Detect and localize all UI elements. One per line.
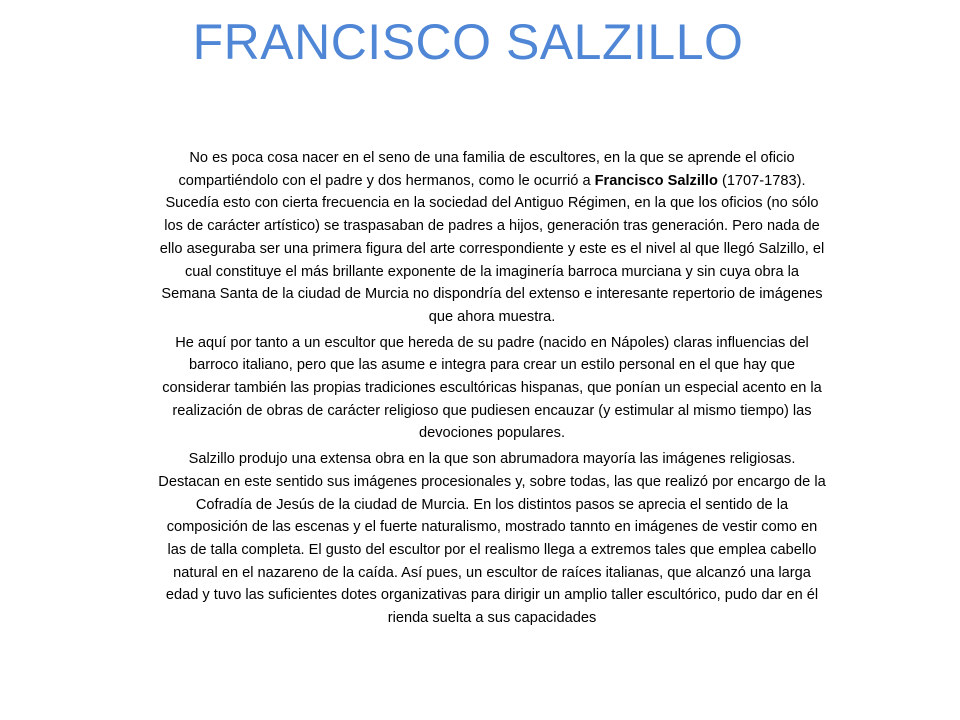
paragraph-2: He aquí por tanto a un escultor que hereda de su padre (nacido en Nápoles) claras influencias del barroco italiano, pero que las asume e integra para crear un estilo personal en el que hay que considerar también las propias tradiciones escultóricas hispanas, que ponían un especial acento en la realización de obras de carácter religioso que pudiesen encauzar (y estimular al mismo tiempo) las devociones populares. [162, 334, 822, 442]
artist-name: Francisco Salzillo [594, 172, 718, 189]
paragraph-3: Salzillo produjo una extensa obra en la que son abrumadora mayoría las imágenes religiosas. Destacan en este sentido sus imágenes procesionales y, sobre todas, las que realizó por encargo de la Cofradía de Jesús de la ciudad de Murcia. En los distintos pasos se aprecia el sentido de la composición de las escenas y el fuerte naturalismo, mostrado tannto en imágenes de vestir como en las de talla completa. El gusto del escultor por el realismo llega a extremos tales que emplea cabello natural en el nazareno de la caída. Así pues, un escultor de raíces italianas, que alcanzó una larga edad y tuvo las suficientes dotes organizativas para dirigir un amplio taller escultórico, pudo dar en él rienda suelta a sus capacidades [158, 451, 826, 627]
slide-title: FRANCISCO SALZILLO [192, 14, 744, 70]
slide-body [158, 147, 826, 633]
paragraph-1 [158, 147, 826, 329]
paragraph-1-intro: No es poca cosa nacer en el seno de una familia de escultores, en la que se aprende el oficio compartiéndolo con el padre y dos hermanos, como le ocurrió a [178, 150, 795, 189]
paragraph-1-rest: (1707-1783). Sucedía esto con cierta frecuencia en la sociedad del Antiguo Régimen, en la que los oficios (no sólo los de carácter artístico) se traspasaban de padres a hijos, generación tras generación. Pero nada de ello aseguraba ser una primera figura del arte correspondiente y este es el nivel al que llegó Salzillo, el cual constituye el más brillante exponente de la imaginería barroca murciana y sin cuya obra la Semana Santa de la ciudad de Murcia no dispondría del extenso e interesante repertorio de imágenes que ahora muestra. [159, 172, 825, 325]
